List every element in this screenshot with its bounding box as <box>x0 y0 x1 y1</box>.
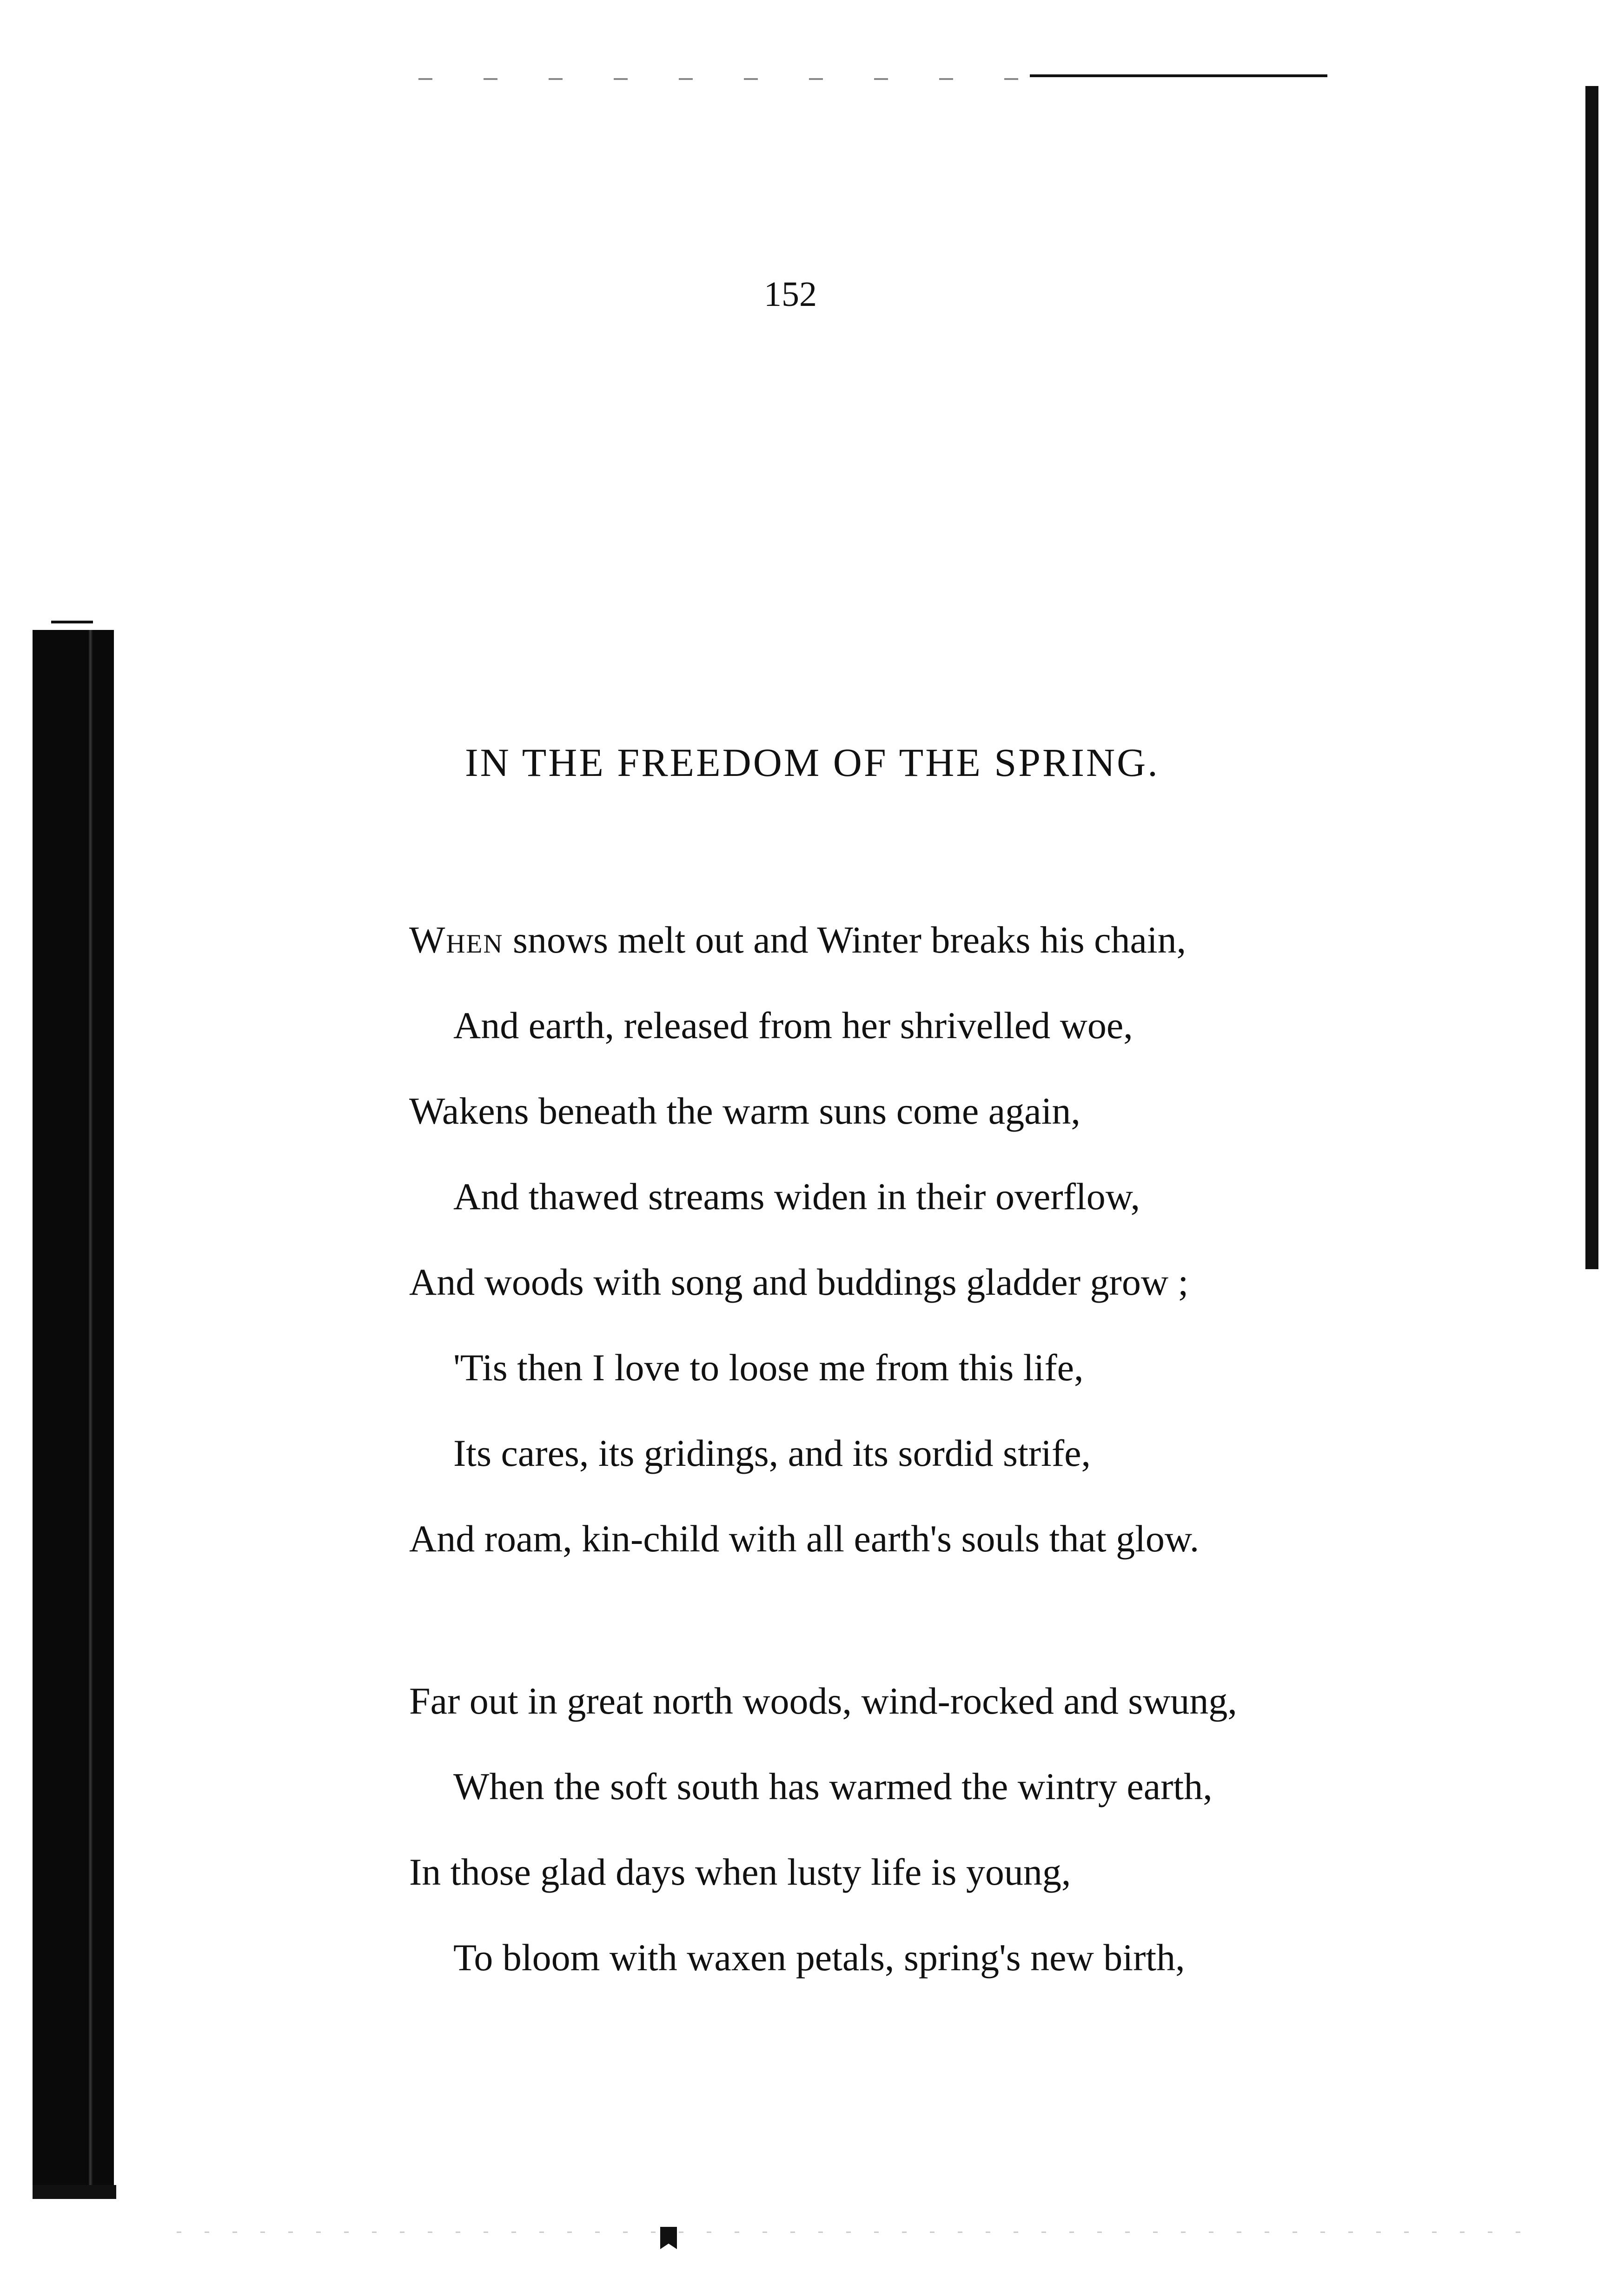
poem-line <box>409 1915 1516 2000</box>
poem-line <box>409 1239 1516 1325</box>
poem-line <box>409 1496 1516 1582</box>
poem-line-text: snows melt out and Winter breaks his chain, <box>503 919 1187 961</box>
scan-page-edge <box>1585 86 1598 1269</box>
poem-line <box>409 897 1516 983</box>
poem-line-lead-word: When <box>409 919 504 961</box>
poem-line <box>409 1154 1516 1239</box>
poem-line-text: To bloom with waxen petals, spring's new birth, <box>453 1936 1185 1979</box>
poem-line-text: When the soft south has warmed the wintry earth, <box>453 1765 1213 1808</box>
scan-edge-mark <box>33 2185 116 2199</box>
scan-edge-mark <box>51 621 93 623</box>
page-number: 152 <box>764 275 817 314</box>
poem-line-text: And roam, kin-child with all earth's souls that glow. <box>409 1517 1200 1560</box>
poem-line-text: 'Tis then I love to loose me from this life, <box>453 1346 1084 1389</box>
scan-binding-shadow <box>33 630 114 2194</box>
poem-line <box>409 1325 1516 1411</box>
poem-body <box>409 897 1516 2077</box>
poem-line <box>409 983 1516 1068</box>
scan-bottom-dots <box>177 2232 1525 2233</box>
poem-line-text: And thawed streams widen in their overflow, <box>453 1175 1140 1218</box>
poem-line-text: In those glad days when lusty life is young, <box>409 1851 1071 1893</box>
scan-top-rule <box>1030 74 1327 77</box>
poem-line-text: And woods with song and buddings gladder grow ; <box>409 1261 1189 1303</box>
poem-line-text: Its cares, its gridings, and its sordid strife, <box>453 1432 1091 1474</box>
poem-line-text: And earth, released from her shrivelled woe, <box>453 1004 1133 1046</box>
poem-line-text: Far out in great north woods, wind-rocked and swung, <box>409 1680 1237 1722</box>
scan-top-dashes <box>418 78 1023 80</box>
poem-line <box>409 1411 1516 1496</box>
stanza <box>409 1658 1516 2000</box>
poem-line <box>409 1744 1516 1829</box>
poem-title: IN THE FREEDOM OF THE SPRING. <box>465 740 1160 785</box>
poem-line <box>409 1658 1516 1744</box>
poem-line <box>409 1068 1516 1154</box>
poem-line-text: Wakens beneath the warm suns come again, <box>409 1090 1080 1132</box>
poem-line <box>409 1829 1516 1915</box>
stanza <box>409 897 1516 1582</box>
bookmark-icon <box>660 2227 677 2249</box>
